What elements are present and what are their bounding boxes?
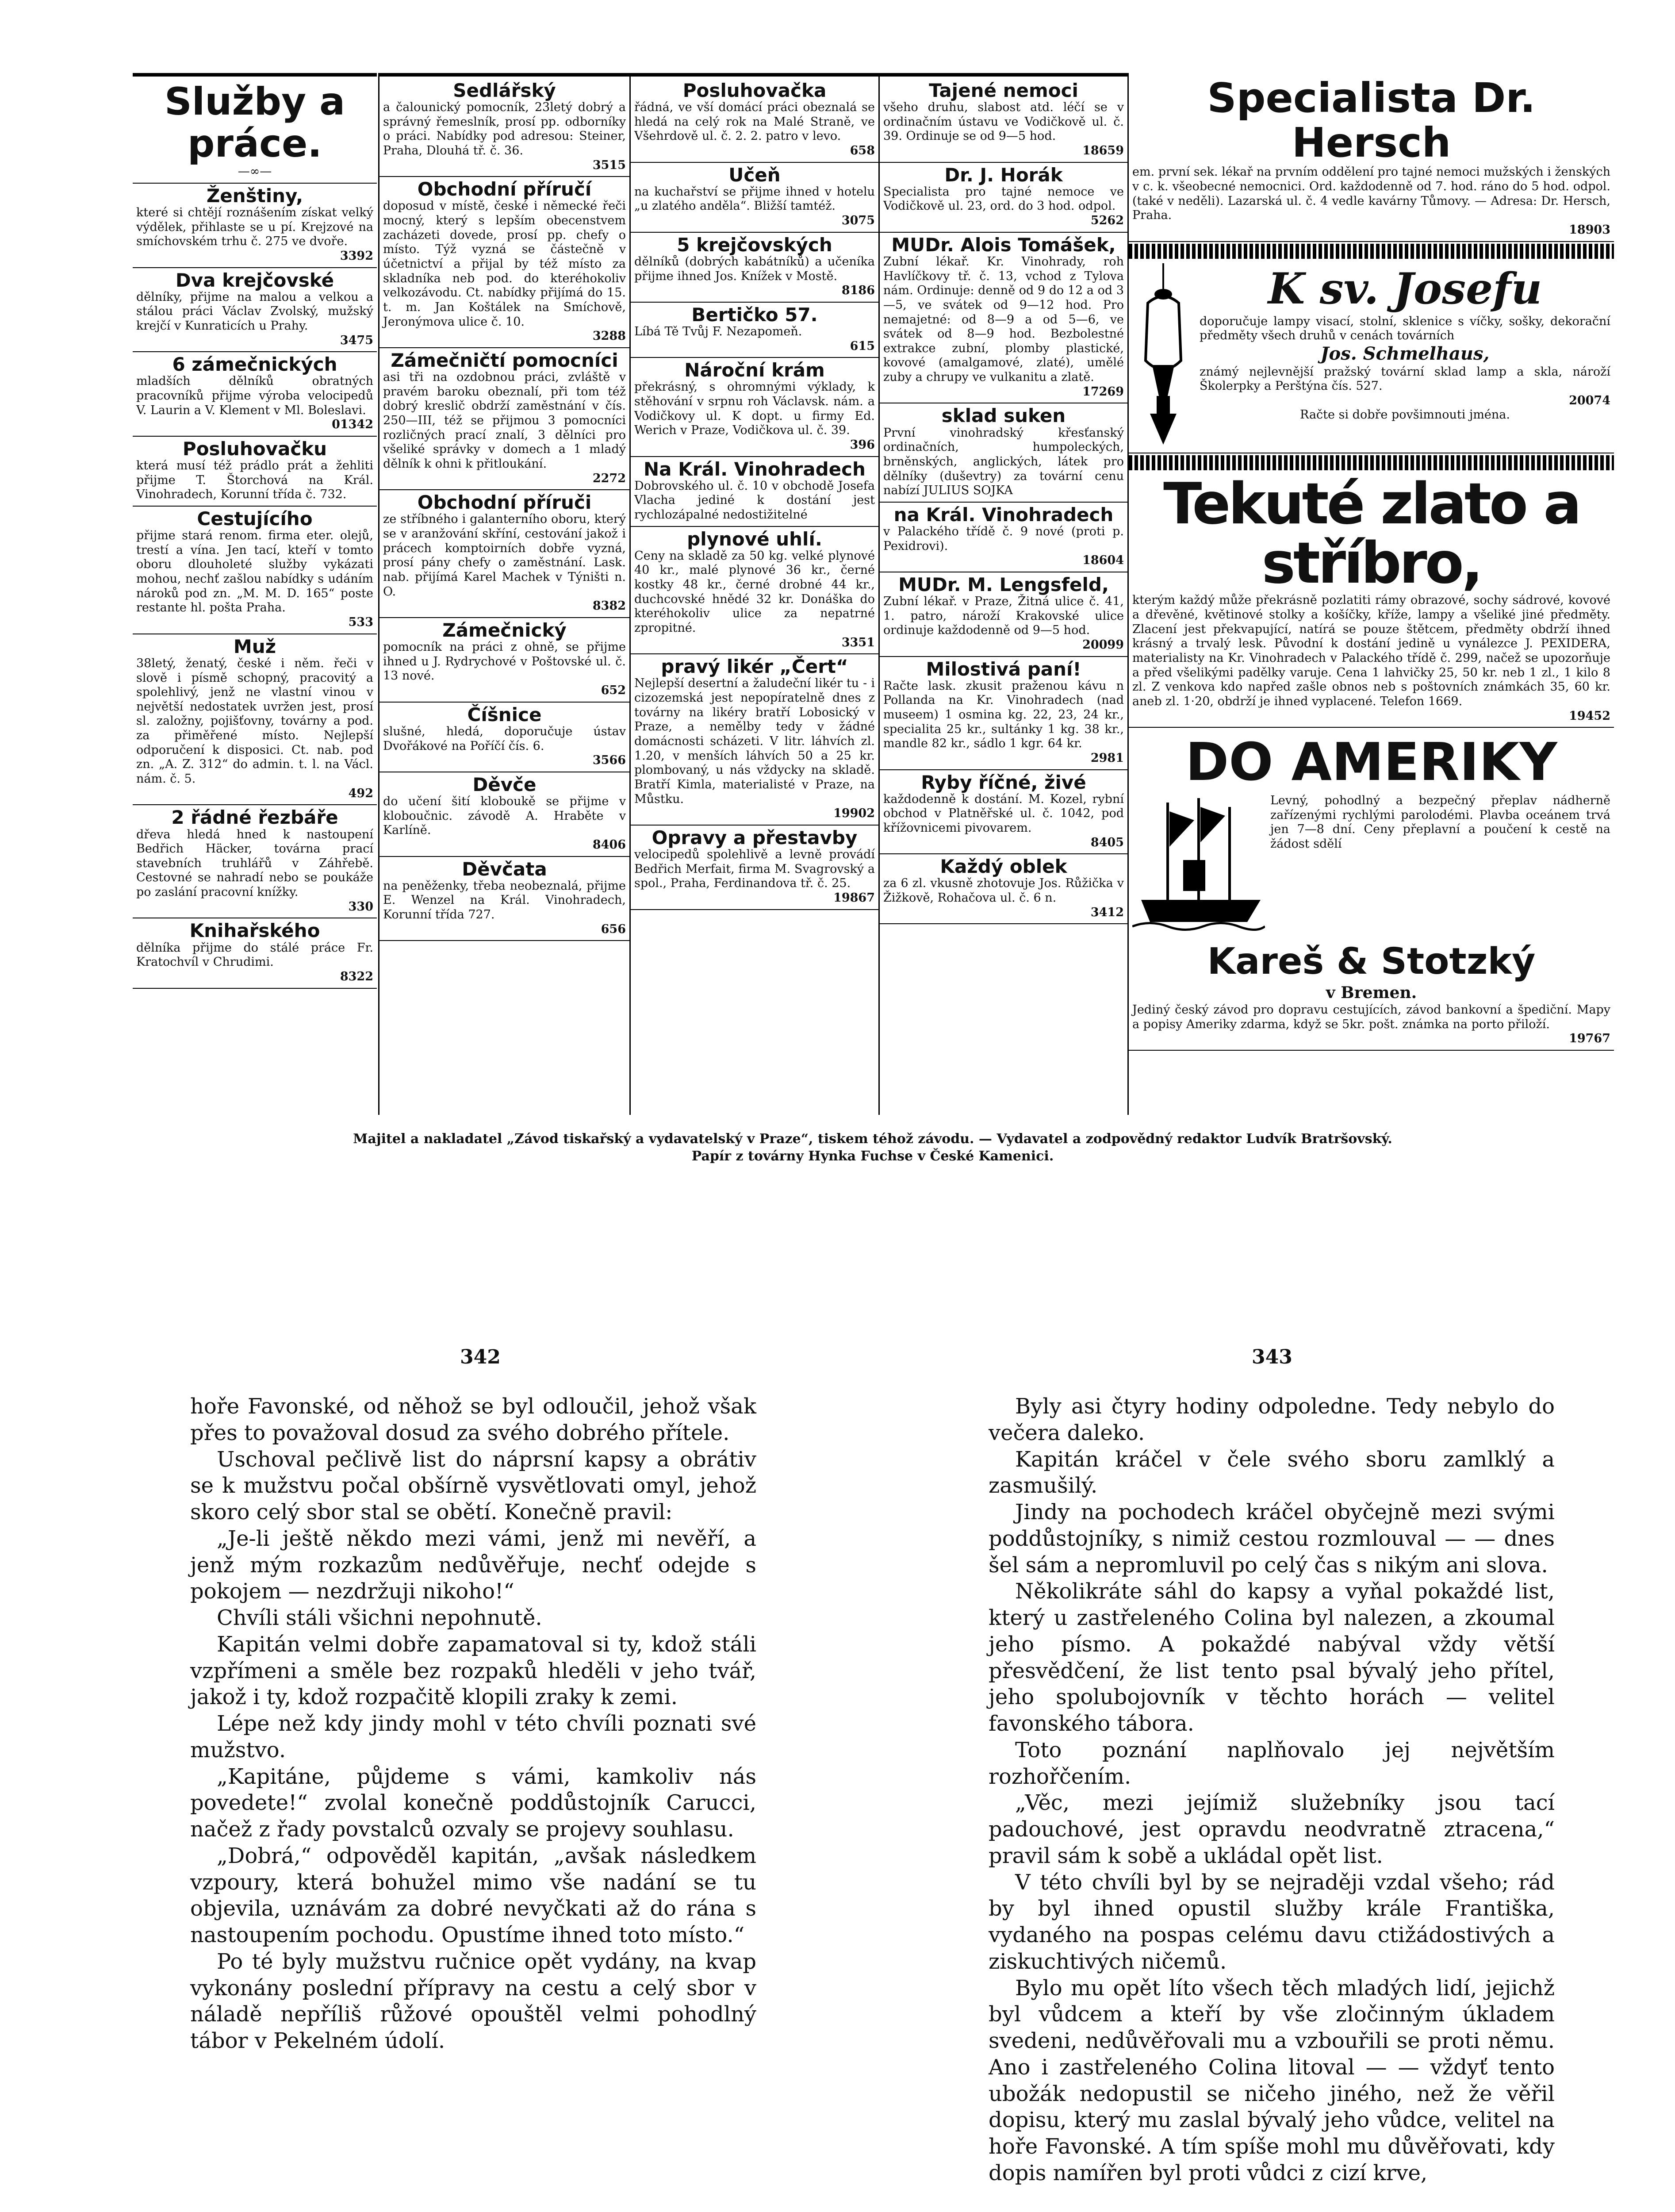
ad-text: velocipedů spolehlivě a levně provádí Bedřich Merfait, firma M. Svagrovský a spol., Praha, Ferdinandova tř. č. 25. [634,848,875,891]
ads-column-5 [1127,73,1614,1115]
ad-title: Milostivá paní! [926,658,1081,680]
paragraph: Lépe než kdy jindy mohl v této chvíli poznati své mužstvo. [190,1711,756,1763]
ad-text: každodenně k dostání. M. Kozel, rybní obchod v Platněřské ul. č. 1042, pod křížovnicemi pivovarem. [883,792,1124,835]
ad-title: Ženštiny, [206,184,303,207]
ad-number: 3351 [841,635,875,649]
ad-text: na peněženky, třeba neobeznalá, přijme E. Wenzel na Král. Vinohradech, Korunní třída 727. [383,879,626,922]
ad-text: dělníka přijme do stálé práce Fr. Kratochvíl v Chrudimi. [136,941,373,969]
ad-number: 492 [348,786,373,800]
zlato-text: kterým každý může překrásně pozlatiti rámy obrazové, sochy sádrové, kovové a dřevěné, květinové stolky a košíčky, kříže, lampy a všeliké jiné předměty. Zlacení jest překvapující, natírá se pouze štětcem, předměty obdrží ihned krásný a trvalý lesk. Původní k dostání jedině u vynálezce J. PEXIDERA, materialisty na Kr. Vinohradech v Palackého třídě č. 299, načež se upozorňuje a před všelikými padělky varuje. Cena 1 lahvičky 25, 50 kr. neb 1 zl., 1 kilo 8 zl. Z venkova kdo napřed zašle obnos neb s poštovních známkách 35, 60 kr. aneb zl. 1·20, obdrží je ihned vyplacené. Telefon 1669. [1132,593,1610,709]
ad-number: 2272 [592,471,626,485]
ad-title: Zámečničtí pomocníci [391,349,618,372]
ad-title: sklad suken [941,405,1066,427]
ads-column-3 [629,73,878,1115]
imprint-line-1: Majitel a nakladatel „Závod tiskařský a vydavatelský v Praze“, tiskem téhož závodu. — Vydavatel a zodpovědný redaktor Ludvík Bratršovský. [353,1131,1392,1147]
ad-title: Posluhovačku [182,438,327,460]
ad-title: Obchodní příručí [417,178,592,200]
ad-title: Cestujícího [197,508,313,530]
ad-text: na kuchařství se přijme ihned v hotelu „u zlatého anděla“. Bližší tamtéž. [634,184,875,213]
ad-title: 2 řádné řezbáře [171,806,338,829]
ad-text: za 6 zl. vkusně zhotovuje Jos. Růžička v Žižkově, Rohačova ul. č. 6 n. [883,876,1124,905]
ad-text: doposud v místě, české i německé řeči mocný, který s lepším obecenstvem zacházeti dovede, prosí pp. chefy o místo. Týž vyzná se částečně v účetnictví a přijal by též místo za skladníka neb pod. do kteréhokoliv velkozávodu. Ct. nabídky přijímá do 15. t. m. Jan Koštálek na Smíchově, Jeronýmova ulice č. 10. [383,199,626,329]
ad-text: dělníky, přijme na malou a velkou a stálou práci Václav Zvolský, mužský krejčí v Kunraticích u Prahy. [136,290,373,333]
ad-number: 8322 [340,969,373,983]
ad-title: na Král. Vinohradech [893,503,1114,526]
ad-title: 6 zámečnických [172,353,337,376]
ads-column-4 [878,73,1127,1115]
ad-title: plynové uhlí. [687,528,822,550]
ad-text: Zubní lékař. v Praze, Žitná ulice č. 41, 1. patro, nároží Krakovské ulice ordinuje každodenně od 9—5 hod. [883,594,1124,637]
paragraph: „Kapitáne, půjdeme s vámi, kamkoliv nás povedete!“ zvolal konečně poddůstojník Carucci, načež z řady povstalců ozvaly se projevy souhlasu. [190,1764,756,1842]
ad-title: Opravy a přestavby [652,827,858,849]
ad-number: 18659 [1082,144,1124,158]
classified-ads-section [133,73,1613,1126]
ad-title: Nároční krám [684,359,825,381]
classified-ad [631,527,878,655]
ad-number: 658 [850,144,875,158]
ad-text: přijme stará renom. firma eter. olejů, trestí a vína. Jen tací, kteří v tomto oboru dlouholeté služby vykázati mohou, nechť zašlou nabídky s udáním nároků pod zn. „M. M. D. 165“ poste restante hl. pošta Praha. [136,529,373,615]
classified-ad [631,358,878,457]
ad-number: 18604 [1082,553,1124,568]
ad-number: 18903 [1569,223,1610,237]
ad-number: 8406 [592,837,626,852]
ad-number: 01342 [332,418,373,432]
classified-ad [631,826,878,910]
classified-ad [133,918,377,988]
ad-number: 652 [601,684,626,698]
classified-ad [133,507,377,634]
novel-page-right [989,1394,1555,2187]
specialista-title: Specialista Dr. Hersch [1207,74,1536,167]
page-number-left: 342 [460,1346,501,1368]
section-title: Služby a práce. [164,80,345,166]
classified-ad [631,233,878,303]
classified-ad [880,657,1127,770]
ad-number: 3288 [592,329,626,343]
ad-text: která musí též prádlo prát a žehliti přijme T. Štorchová na Král. Vinohradech, Korunní třída č. 732. [136,459,373,502]
paragraph: hoře Favonské, od něhož se byl odloučil, jehož však přes to považoval dosud za svého dobrého přítele. [190,1394,756,1445]
ad-number: 396 [850,438,875,452]
ad-number: 3515 [592,158,626,172]
ad-number: 19902 [833,806,875,821]
paragraph: Byly asi čtyry hodiny odpoledne. Tedy nebylo do večera daleko. [989,1394,1555,1445]
column-rule [379,73,629,77]
section-header-ad [133,78,377,184]
paragraph: „Dobrá,“ odpověděl kapitán, „avšak následkem vzpoury, která bohužel mimo vše nadání se tu objevila, uznávám za dobré nevyčkati až do rána s nastoupením pochodu. Opustíme ihned toto místo.“ [190,1843,756,1947]
ad-text: řádná, ve vší domácí práci obeznalá se hledá na celý rok na Malé Straně, ve Všehrdově ul. č. 2. 2. patro v levo. [634,100,875,143]
josef-text-3: Račte si dobře povšimnouti jména. [1300,408,1510,422]
classified-ad [631,303,878,358]
amerika-firm: Kareš & Stotzký [1207,941,1536,983]
classified-ad [133,437,377,507]
ad-text: První vinohradský křesťanský ordinačních, humpoleckých, brněnských, anglických, látek pro dělníky (duševtry) za tovární cenu nabízí JULIUS SOJKA [883,426,1124,498]
classified-ad [379,348,629,490]
ad-title: Děvče [472,773,537,795]
ad-text: do učení šití kloboukě se přijme v kloboučnic. závodě A. Hraběte v Karlíně. [383,794,626,837]
ads-list [133,184,377,989]
ad-number: 330 [348,899,373,914]
ad-text: Račte lask. zkusit praženou kávu n Pollanda na Kr. Vinohradech (nad museem) 1 osmina kg. 22, 23, 24 kr., specialita 25 kr., sultánky 1 kg. 38 kr., mandle 82 kr., sádlo 1 kgr. 64 kr. [883,679,1124,751]
classified-ad [379,857,629,941]
decorative-stripe [1129,244,1614,259]
classified-ad [379,703,629,772]
classified-ad [880,163,1127,233]
ad-text: asi tři na ozdobnou práci, zvláště v pravém baroku obeznalí, při tom též dobrý kreslič obdrží zaměstnání v čís. 250—III, též se přijmou 3 pomocníci rozličných prací znalí, 3 dělníci pro všeliké správky v domech a 1 mladý dělník k ohni k přitloukání. [383,370,626,471]
novel-page-left [190,1394,756,2055]
ad-number: 3075 [841,214,875,228]
classified-ad [631,78,878,163]
ad-text: 38letý, ženatý, české i něm. řeči v slově i písmě schopný, pracovitý a spolehlivý, jenž ne vlastní vinou v největší nedostatek uvržen jest, prosí sl. založny, pojišťovny, továrny a pod. za přiměřené místo. Nejlepší odporučení k disposici. Ct. nab. pod zn. „A. Z. 312“ do admin. t. l. na Václ. nám. č. 5. [136,656,373,786]
column-rule [133,73,377,77]
amerika-city: v Bremen. [1326,983,1417,1002]
ad-text: Zubní lékař. Kr. Vinohrady, roh Havlíčkovy tř. č. 13, vchod z Tylova nám. Ordinuje: denně od 9 do 12 a od 3—5, ve svátek od 9—12 hod. Pro nemajetné: od 8—9 a od 5—6, ve svátek od 8—9 hod. Bezbolestné extrakce zubní, plomby plastické, kovové (amalgamové, zlaté), umělé zuby a chrupy ve vulkanitu a zlatě. [883,254,1124,384]
ornament: —∞— [238,165,272,179]
classified-ad [631,163,878,233]
amerika-ad [1129,728,1614,1051]
josef-name: Jos. Schmelhaus, [1320,343,1490,365]
classified-ad [379,772,629,857]
ad-text: mladších dělníků obratných pracovníků přijme výroba velocipedů V. Laurin a V. Klement v Ml. Boleslavi. [136,374,373,417]
classified-ad [379,618,629,703]
ad-number: 8405 [1090,835,1124,849]
ad-number: 20099 [1082,637,1124,652]
ads-list [379,78,629,941]
amerika-text-1: Levný, pohodlný a bezpečný přeplav nádherně zařízenými rychlými parolodémi. Plavba oceánem trvá jen 7—8 dní. Ceny přeplavní a poučení k cestě na žádost sdělí [1270,794,1610,851]
ad-text: pomocník na práci z ohně, se přijme ihned u J. Rydrychové v Poštovské ul. č. 13 nové. [383,640,626,683]
ad-number: 3475 [340,333,373,347]
josef-ad [1129,261,1614,453]
ad-number: 3566 [592,753,626,768]
decorative-stripe [1129,455,1614,470]
ad-text: dělníků (dobrých kabátníků) a učeníka přijme ihned Jos. Knížek v Mostě. [634,254,875,283]
ad-title: Učeň [728,164,781,186]
josef-text-1: doporučuje lampy visací, stolní, sklenice s víčky, sošky, dekorační předměty všech druhů v cenách továrních [1200,314,1610,343]
ad-title: Číšnice [467,703,542,726]
ad-number: 19867 [833,891,875,905]
zlato-ad [1129,472,1614,728]
zlato-title: Tekuté zlato a stříbro, [1163,471,1579,597]
amerika-title: DO AMERIKY [1185,731,1557,793]
classified-ad [133,352,377,437]
page-number-right: 343 [1252,1346,1292,1368]
ad-title: Děvčata [462,858,547,880]
ad-text: dřeva hledá hned k nastoupení Bedřich Häcker, továrna prací stavebních truhlářů v Záhřebě. Cestovné se nahradí nebo se poukáže po zaslání pracovní knížky. [136,827,373,899]
classified-ad [133,634,377,806]
paragraph: Jindy na pochodech kráčel obyčejně mezi svými poddůstojníky, s nimiž cestou rozmlouval — — dnes šel sám a nepromluvil po celý čas s nikým ani slova. [989,1500,1555,1578]
ad-number: 8382 [592,599,626,613]
classified-ad [880,770,1127,855]
ad-number: 533 [348,615,373,630]
classified-ad [880,572,1127,657]
hanging-lamp-illustration [1132,263,1194,449]
ad-number: 17269 [1082,384,1124,399]
ad-number: 2981 [1090,751,1124,765]
ad-text: všeho druhu, slabost atd. léčí se v ordinačním ústavu ve Vodičkově ul. č. 39. Ordinuje se od 9—5 hod. [883,100,1124,143]
paragraph: Uschoval pečlivě list do náprsní kapsy a obrátiv se k mužstvu počal obšírně vysvětlovati omyl, jehož skoro celý sbor stal se obětí. Konečně pravil: [190,1447,756,1525]
paragraph: Několikráte sáhl do kapsy a vyňal pokaždé list, který u zastřeleného Colina byl nalezen, a zkoumal jeho písmo. A pokaždé nabýval vždy větší přesvědčení, že list tento psal bývalý jeho přítel, jeho spolubojovník v těchto horách — velitel favonského tábora. [989,1579,1555,1736]
classified-ad [880,233,1127,404]
paragraph: Kapitán kráčel v čele svého sboru zamlklý a zasmušilý. [989,1447,1555,1498]
ad-number: 8186 [841,284,875,298]
ad-text: Specialista pro tajné nemoce ve Vodičkově ul. 23, ord. do 3 hod. odpol. [883,184,1124,213]
paragraph: „Věc, mezi jejímiž služebníky jsou tací padouchové, jest opravdu neodvratně ztracena,“ pravil sám k sobě a ukládal opět list. [989,1790,1555,1868]
ad-number: 19767 [1569,1032,1610,1046]
ad-title: Muž [233,635,276,657]
ad-title: Tajené nemoci [929,80,1078,101]
ad-title: Sedlářský [453,80,556,101]
ad-text: v Palackého třídě č. 9 nové (proti p. Pexidrovi). [883,524,1124,553]
ad-number: 656 [601,922,626,936]
ad-title: Každý oblek [940,856,1067,878]
ad-title: 5 krejčovských [677,234,832,256]
imprint-line-2: Papír z továrny Hynka Fuchse v České Kamenici. [691,1148,1054,1164]
ads-column-1 [133,73,377,1115]
ad-text: Líbá Tě Tvůj F. Nezapomeň. [634,324,802,338]
ad-title: Dr. J. Horák [944,164,1063,186]
specialista-text: em. první sek. lékař na prvním oddělení pro tajné nemoci mužských i ženských v c. k. všeobecné nemocnici. Ord. každodenně od 7. hod. ráno do 5 hod. odpol. (také v neděli). Lazarská ul. č. 4 vedle kavárny Tůmovy. — Adresa: Dr. Hersch, Praha. [1132,165,1610,223]
ad-title: Na Král. Vinohradech [644,458,866,480]
ad-title: Zámečnický [442,619,567,641]
ad-number: 3412 [1090,905,1124,919]
classified-ad [880,503,1127,572]
classified-ad [631,654,878,826]
paragraph: Bylo mu opět líto všech těch mladých lidí, jejichž byl vůdcem a kteří by vše zločinným úkladem svedeni, nedůvěřovali mu a vzbouřili se proti němu. Ano i zastřeleného Colina litoval — — vždyť tento ubožák nedopustil se ničeho jiného, než že věřil dopisu, který mu zaslal bývalý jeho vůdce, velitel na hoře Favonské. A tím spíše mohl mu důvěřovati, kdy dopis namířen byl proti vůdci z cizí krve, [989,1975,1555,2185]
classified-ad [880,78,1127,163]
classified-ad [379,78,629,177]
column-rule [631,73,878,77]
ads-list [631,78,878,910]
classified-ad [379,177,629,348]
classified-ad [133,268,377,353]
ad-number: 19452 [1569,709,1610,723]
steamship-illustration [1132,794,1265,940]
paragraph: Kapitán velmi dobře zapamatoval si ty, kdož stáli vzpřímeni a směle bez rozpaků hleděli v jeho tvář, jakož i ty, kdož rozpačitě klopili zraky k zemi. [190,1632,756,1710]
paragraph: Chvíli stáli všichni nepohnutě. [217,1605,542,1630]
ads-column-2 [378,73,629,1115]
classified-ad [631,457,878,527]
amerika-text-2: Jediný český závod pro dopravu cestujících, závod bankovní a špediční. Mapy a popisy Ameriky zdarma, když se 5kr. pošt. známka na porto přiloží. [1132,1002,1610,1031]
ad-text: překrásný, s ohromnými výklady, k stěhování v srpnu roh Václavsk. nám. a Vodičkovy ul. K dopt. u firmy Ed. Werich v Praze, Vodičkova ul. č. 39. [634,380,875,438]
paragraph: „Je-li ještě někdo mezi vámi, jenž mi nevěří, a jenž mým rozkazům nedůvěřuje, nechť odejde s pokojem — nezdržuji nikoho!“ [190,1526,756,1604]
ad-number: 20074 [1569,393,1610,407]
classified-ad [133,805,377,918]
classified-ad [379,490,629,618]
ad-number: 5262 [1090,214,1124,228]
ad-title: Dva krejčovské [175,269,334,291]
classified-ad [880,403,1127,502]
column-rule [880,73,1127,77]
ad-text: slušné, hledá, doporučuje ústav Dvořákové na Poříčí čís. 6. [383,724,626,753]
paragraph: V této chvíli byl by se nejraději vzdal všeho; rád by byl ihned opustil služby krále Františka, vydaného na pospas celému davu ctižádostivých a ziskuchtivých ničemů. [989,1870,1555,1974]
ad-title: Ryby říčné, živé [921,771,1086,793]
paragraph: Po té byly mužstvu ručnice opět vydány, na kvap vykonány poslední přípravy na cestu a celý sbor v náladě nepříliš růžové opouštěl velmi pohodlný tábor v Pekelném údolí. [190,1949,756,2053]
ad-text: Nejlepší desertní a žaludeční likér tu - i cizozemská jest nepopíratelně dnes z továrny na likéry bratří Lobosický v Praze, a nemělby tedy v žádné domácnosti scházeti. V litr. láhvích zl. 1.20, v menších láhvích 50 a 25 kr. plombovaný, u nás vždycky na skladě. Bratří Kimla, materialisté v Praze, na Můstku. [634,676,875,806]
classified-ad [880,854,1127,924]
ad-title: Obchodní příruči [417,492,592,514]
ad-title: Bertičko 57. [691,303,818,326]
ad-text: které si chtějí roznášením získat velký výdělek, přihlaste se u pí. Krejzové na smíchovském trhu č. 275 ve dvoře. [136,205,373,249]
specialista-ad [1129,73,1614,242]
ad-title: pravý likér „Čert“ [661,656,848,678]
ad-number: 3392 [340,249,373,263]
classified-ad [133,184,377,268]
paragraph: Toto poznání naplňovalo jej největším rozhořčením. [989,1737,1555,1789]
ad-title: MUDr. M. Lengsfeld, [898,573,1109,595]
ads-list [880,78,1127,924]
ad-text: Ceny na skladě za 50 kg. velké plynové 40 kr., malé plynové 36 kr., černé kostky 48 kr., černé drobné 44 kr., duchcovské hnědé 32 kr. Donáška do kteréhokoliv ulice za nepatrné zpropitné. [634,549,875,635]
ad-title: Knihařského [189,920,320,942]
imprint-footer [133,1130,1613,1165]
josef-text-2: známý nejlevnější pražský tovární sklad lamp a skla, nároží Školerpky a Perštýna čís. 527. [1200,365,1610,393]
josef-title: K sv. Josefu [1268,263,1542,314]
ad-text: Dobrovského ul. č. 10 v obchodě Josefa Vlacha jediné k dostání jest rychlozápalné nedostižitelné [634,479,875,522]
ad-text: ze stříbného i galanterního oboru, který se v aranžování skříní, cestování jakož i prácech komptoirních dobře vyzná, prosí pány chefy o zaměstnání. Lask. nab. přijímá Karel Machek v Týništi n. O. [383,512,626,599]
ad-number: 615 [850,339,875,353]
ad-title: Posluhovačka [682,80,827,101]
ad-text: a čalounický pomocník, 23letý dobrý a správný řemeslník, prosí pp. odborníky o práci. Nabídky pod adresou: Steiner, Praha, Dlouhá tř. č. 36. [383,100,626,158]
ad-title: MUDr. Alois Tomášek, [891,234,1116,256]
